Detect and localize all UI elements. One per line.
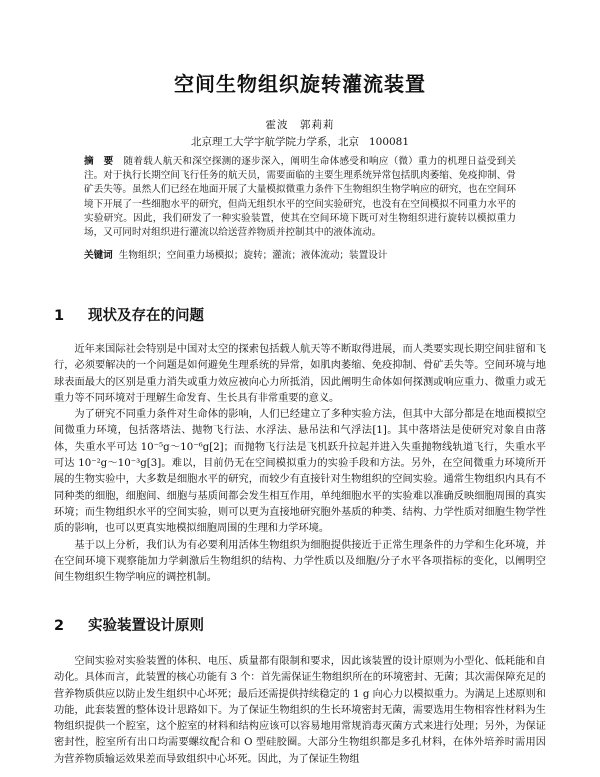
paper-affiliation [0,134,600,149]
section-2-heading [54,614,204,635]
paragraph: 近年来国际社会特别是中国对太空的探索包括载人航天等不断取得进展，而人类要实现长期空间驻留和飞行，必须要解决的一个问题是如何避免生理系统的异常，如肌肉萎缩、免疫抑制、骨矿丢失等。空间环境与地球表面最大的区别是重力消失或重力效应被向心力所抵消，因此阐明生命体如何探测或响应重力、微重力或无重力等不同环境对于理解生命发育、生长具有非常重要的意义。 [54,344,546,404]
paragraph: 为了研究不同重力条件对生命体的影响，人们已经建立了多种实验方法，但其中大部分都是在地面模拟空间微重力环境，包括落塔法、抛物飞行法、水浮法、悬吊法和气浮法[1]。其中落塔法是使研究对象自由落体，失重水平可达 10⁻⁵g～10⁻⁶g[2]；而抛物飞行法是飞机跃升拉起并进入失重抛物线轨道飞行，失重水平可达 10⁻²g～10⁻³g[3]。难以，目前仍无在空间模拟重力的实验手段和方法。另外，在空间微重力环境所开展的生物实验中，大多数是细胞水平的研究，而较少有直接针对生物组织的空间实验。通常生物组织内具有不同种类的细胞，细胞间、细胞与基质间都会发生相互作用，单纯细胞水平的实验难以准确反映细胞周围的真实环境；而生物组织水平的空间实验，则可以更为直接地研究胞外基质的种类、结构、力学性质对细胞生物学性质的影响，也可以更真实地模拟细胞周围的生理和力学环境。 [54,409,546,535]
affiliation-text: 北京理工大学宇航学院力学系，北京 [190,136,359,148]
keywords-text: 生物组织；空间重力场模拟；旋转；灌流；液体流动；装置设计 [118,250,388,261]
paragraph: 空间实验对实验装置的体积、电压、质量都有限制和要求，因此该装置的设计原则为小型化、低耗能和自动化。具体而言，此装置的核心功能有 3 个：首先需保证生物组织所在的环境密封、无菌；其次需保障充足的营养物质供应以防止发生组织中心坏死；最后还需提供持续稳定的 1 g 向心力以模拟重力。为满足上述原则和功能，此套装置的整体设计思路如下。为了保证生物组织的生长环境密封无菌，需要选用生物相容性材料为生物组织提供一个腔室，这个腔室的材料和结构应该可以容易地用常规消毒灭菌方式来进行处理；另外，为保证密封性，腔室所有出口均需要螺纹配合和 O 型硅胶圈。大部分生物组织都是多孔材料，在体外培养时需用因为营养物质输运效果差而导致组织中心坏死。因此，为了保证生物组 [54,656,546,765]
keywords-block [84,249,516,263]
section-1-heading [54,304,204,325]
paper-title: 空间生物组织旋转灌流装置 [174,72,426,96]
section-1-body [54,342,546,586]
section-number: 2 [54,618,65,634]
section-2-body [54,654,546,768]
keywords-label: 关键词 [84,250,113,261]
section-number: 1 [54,308,65,324]
section-title: 实验装置设计原则 [88,618,204,634]
section-title: 现状及存在的问题 [88,308,204,324]
abstract-text: 随着载人航天和深空探测的逐步深入，阐明生命体感受和响应（微）重力的机理日益受到关注。对于执行长期空间飞行任务的航天员，需要面临的主要生理系统异常包括肌肉萎缩、免疫抑制、骨矿丢失等。虽然人们已经在地面开展了大量模拟微重力条件下生物组织生物学响应的研究，也在空间环境下开展了一些细胞水平的研究，但尚无组织水平的空间实验研究，也没有在空间模拟不同重力水平的实验研究。因此，我们研发了一种实验装置，使其在空间环境下既可对生物组织进行旋转以模拟重力场，又可同时对组织进行灌流以给送营养物质并控制其中的液体流动。 [84,156,517,239]
abstract-label: 摘 要 [84,156,114,167]
paper-authors: 霍波 郭莉莉 [265,119,335,131]
affiliation-postcode: 100081 [368,136,410,148]
paragraph: 基于以上分析，我们认为有必要利用活体生物组织为细胞提供接近于正常生理条件的力学和生化环境，并在空间环境下观察能加力学刺激后生物组织的结构、力学性质以及细胞/分子水平各项指标的变化，以阐明空间生物组织生物学响应的调控机制。 [54,539,546,584]
abstract-block [84,155,516,240]
